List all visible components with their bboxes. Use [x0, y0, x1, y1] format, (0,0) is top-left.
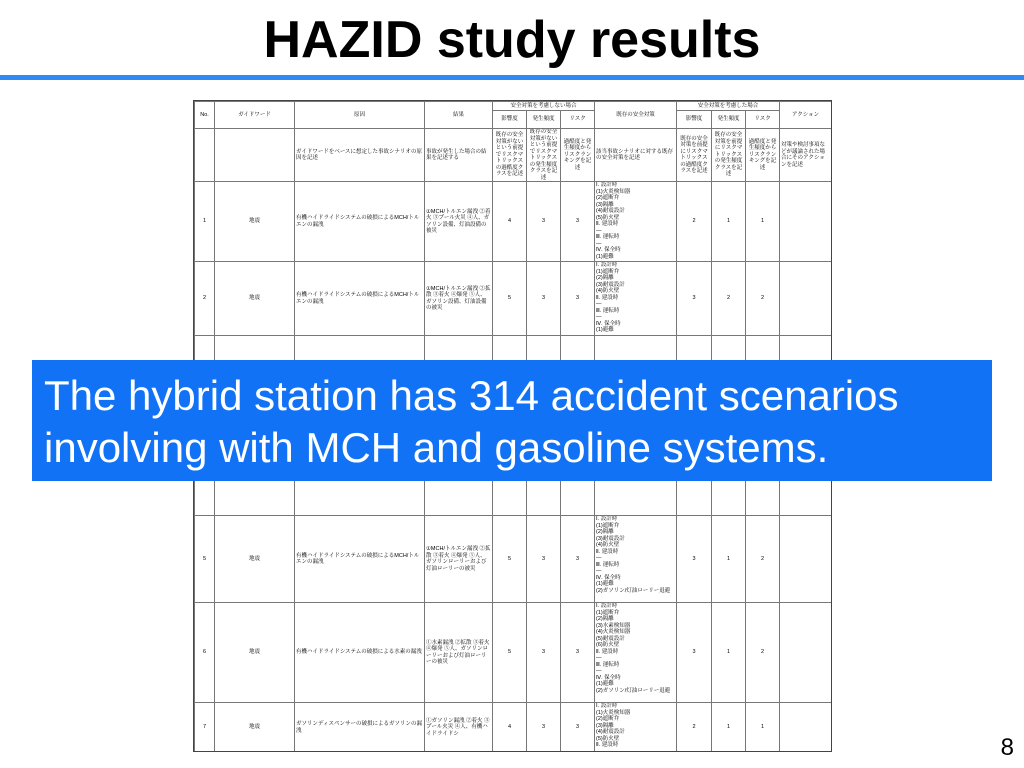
cell-action: [780, 516, 832, 603]
cell-existing-safety: Ⅰ. 設計時 (1)遮断弁 (2)隔離 (3)耐震設計 (4)防火壁 Ⅱ. 建設時 — Ⅲ. 運転時 — Ⅳ. 保全時 (1)避難 (2)ガソリン/灯油ローリー退避: [595, 516, 677, 603]
cell-result: ①MCH/トルエン漏洩 ②拡散 ③着火 ④爆発 ⑤人、ガソリンローリーおよび灯油ローリーの被災: [425, 516, 493, 603]
cell-cause: 有機ハイドライドシステムの破損によるMCH/トルエンの漏洩: [295, 182, 425, 262]
header-no: No.: [195, 102, 215, 129]
slide-title: HAZID study results: [263, 11, 761, 69]
summary-callout: [32, 360, 992, 481]
cell-risk-before: 3: [561, 516, 595, 603]
header-guideword: ガイドワード: [215, 102, 295, 129]
desc-frequency-before: 既存の安全対策がないという前提でリスクマトリックスの発生頻度クラスを記述: [527, 129, 561, 182]
desc-guideword: [215, 129, 295, 182]
cell-guideword: 地震: [215, 182, 295, 262]
table-row: [195, 182, 832, 262]
header-cause: 原因: [295, 102, 425, 129]
header-before-group: 安全対策を考慮しない場合: [493, 102, 595, 111]
cell-existing-safety: Ⅰ. 設計時 (1)遮断弁 (2)隔離 (3)耐震設計 (4)防火壁 Ⅱ. 建設時 — Ⅲ. 運転時 — Ⅳ. 保全時 (1)避難: [595, 262, 677, 336]
cell-result: ①MCH/トルエン漏洩 ②拡散 ③着火 ④爆発 ⑤人、ガソリン設備、灯油設備の被災: [425, 262, 493, 336]
header-frequency-before: 発生頻度: [527, 111, 561, 129]
cell-frequency-before: 3: [527, 603, 561, 703]
cell-frequency-before: 3: [527, 703, 561, 753]
cell-existing-safety: Ⅰ. 設計時 (1)火炎検知器 (2)遮断弁 (3)隔離 (4)耐震設計 (5)防火壁 Ⅱ. 建設時: [595, 703, 677, 753]
desc-risk-before: 過酷度と発生頻度からリスクランキングを記述: [561, 129, 595, 182]
cell-cause: 有機ハイドライドシステムの破損によるMCH/トルエンの漏洩: [295, 262, 425, 336]
cell-no: 7: [195, 703, 215, 753]
cell-impact-after: 3: [677, 262, 712, 336]
cell-no: 6: [195, 603, 215, 703]
header-risk-after: リスク: [746, 111, 780, 129]
cell-guideword: 地震: [215, 603, 295, 703]
header-frequency-after: 発生頻度: [712, 111, 746, 129]
cell-impact-after: 3: [677, 516, 712, 603]
cell-frequency-after: 1: [712, 703, 746, 753]
title-underline: [0, 75, 1024, 80]
cell-cause: ガソリンディスペンサーの破損によるガソリンの漏洩: [295, 703, 425, 753]
cell-risk-after: 1: [746, 182, 780, 262]
cell-risk-after: 2: [746, 603, 780, 703]
cell-existing-safety: Ⅰ. 設計時 (1)遮断弁 (2)隔離 (3)水素検知器 (4)火炎検知器 (5)耐震設計 (6)防火壁 Ⅱ. 建設時 — Ⅲ. 運転時 — Ⅳ. 保全時 (1)避難 (2)ガソリン/灯油ローリー退避: [595, 603, 677, 703]
cell-frequency-before: 3: [527, 182, 561, 262]
summary-callout-line-2: involving with MCH and gasoline systems.: [44, 424, 829, 471]
desc-impact-after: 既存の安全対策を前提にリスクマトリックスの過酷度クラスを記述: [677, 129, 712, 182]
header-row-1: [195, 102, 832, 111]
cell-action: [780, 182, 832, 262]
cell-action: [780, 703, 832, 753]
header-after-group: 安全対策を考慮した場合: [677, 102, 780, 111]
cell-frequency-after: 1: [712, 182, 746, 262]
cell-risk-after: 2: [746, 516, 780, 603]
cell-result: ①MCH/トルエン漏洩 ②着火 ③プール火災 ④人、ガソリン設備、灯油設備の被災: [425, 182, 493, 262]
desc-result: 事故が発生した場合の結果を記述する: [425, 129, 493, 182]
header-result: 結果: [425, 102, 493, 129]
header-existing: 既存の安全対策: [595, 102, 677, 129]
cell-impact-after: 2: [677, 703, 712, 753]
cell-impact-before: 4: [493, 703, 527, 753]
summary-callout-line-1: The hybrid station has 314 accident scenarios: [44, 372, 899, 419]
cell-risk-after: 1: [746, 703, 780, 753]
cell-result: ①ガソリン漏洩 ②着火 ③プール火災 ④人、有機ハイドライドシ: [425, 703, 493, 753]
cell-existing-safety: Ⅰ. 設計時 (1)火炎検知器 (2)遮断弁 (3)隔離 (4)耐震設計 (5)防火壁 Ⅱ. 建設時 — Ⅲ. 運転時 — Ⅳ. 保全時 (1)避難: [595, 182, 677, 262]
table-row: [195, 703, 832, 753]
table-row: [195, 262, 832, 336]
desc-existing: 該当事故シナリオに対する既存の安全対策を記述: [595, 129, 677, 182]
desc-risk-after: 過酷度と発生頻度からリスクランキングを記述: [746, 129, 780, 182]
desc-frequency-after: 既存の安全対策を前提にリスクマトリックスの発生頻度クラスを記述: [712, 129, 746, 182]
cell-no: 2: [195, 262, 215, 336]
desc-impact-before: 既存の安全対策がないという前提でリスクマトリックスの過酷度クラスを記述: [493, 129, 527, 182]
cell-risk-before: 3: [561, 182, 595, 262]
cell-risk-before: 3: [561, 603, 595, 703]
cell-frequency-before: 3: [527, 516, 561, 603]
cell-no: 1: [195, 182, 215, 262]
table-row: [195, 603, 832, 703]
cell-risk-before: 3: [561, 262, 595, 336]
cell-frequency-after: 2: [712, 262, 746, 336]
cell-result: ①水素漏洩 ②拡散 ③着火 ④爆発 ⑤人、ガソリンローリーおよび灯油ローリーの被災: [425, 603, 493, 703]
cell-guideword: 地震: [215, 703, 295, 753]
cell-impact-after: 3: [677, 603, 712, 703]
cell-cause: 有機ハイドライドシステムの破損による水素の漏洩: [295, 603, 425, 703]
cell-impact-before: 4: [493, 182, 527, 262]
cell-frequency-after: 1: [712, 516, 746, 603]
page-number: 8: [1000, 734, 1014, 761]
cell-impact-before: 5: [493, 262, 527, 336]
cell-action: [780, 262, 832, 336]
cell-risk-after: 2: [746, 262, 780, 336]
header-impact-after: 影響度: [677, 111, 712, 129]
header-risk-before: リスク: [561, 111, 595, 129]
cell-frequency-before: 3: [527, 262, 561, 336]
cell-frequency-after: 1: [712, 603, 746, 703]
cell-impact-before: 5: [493, 603, 527, 703]
cell-guideword: 地震: [215, 516, 295, 603]
description-row: [195, 129, 832, 182]
table-row: [195, 516, 832, 603]
cell-action: [780, 603, 832, 703]
cell-no: 5: [195, 516, 215, 603]
desc-no: [195, 129, 215, 182]
desc-action: 対策や検討事項などが議論された場合にそのアクションを記述: [780, 129, 832, 182]
cell-impact-before: 5: [493, 516, 527, 603]
header-action: アクション: [780, 102, 832, 129]
cell-risk-before: 3: [561, 703, 595, 753]
cell-guideword: 地震: [215, 262, 295, 336]
header-impact-before: 影響度: [493, 111, 527, 129]
cell-impact-after: 2: [677, 182, 712, 262]
desc-cause: ガイドワードをベースに想定した事故シナリオの原因を記述: [295, 129, 425, 182]
cell-cause: 有機ハイドライドシステムの破損によるMCH/トルエンの漏洩: [295, 516, 425, 603]
